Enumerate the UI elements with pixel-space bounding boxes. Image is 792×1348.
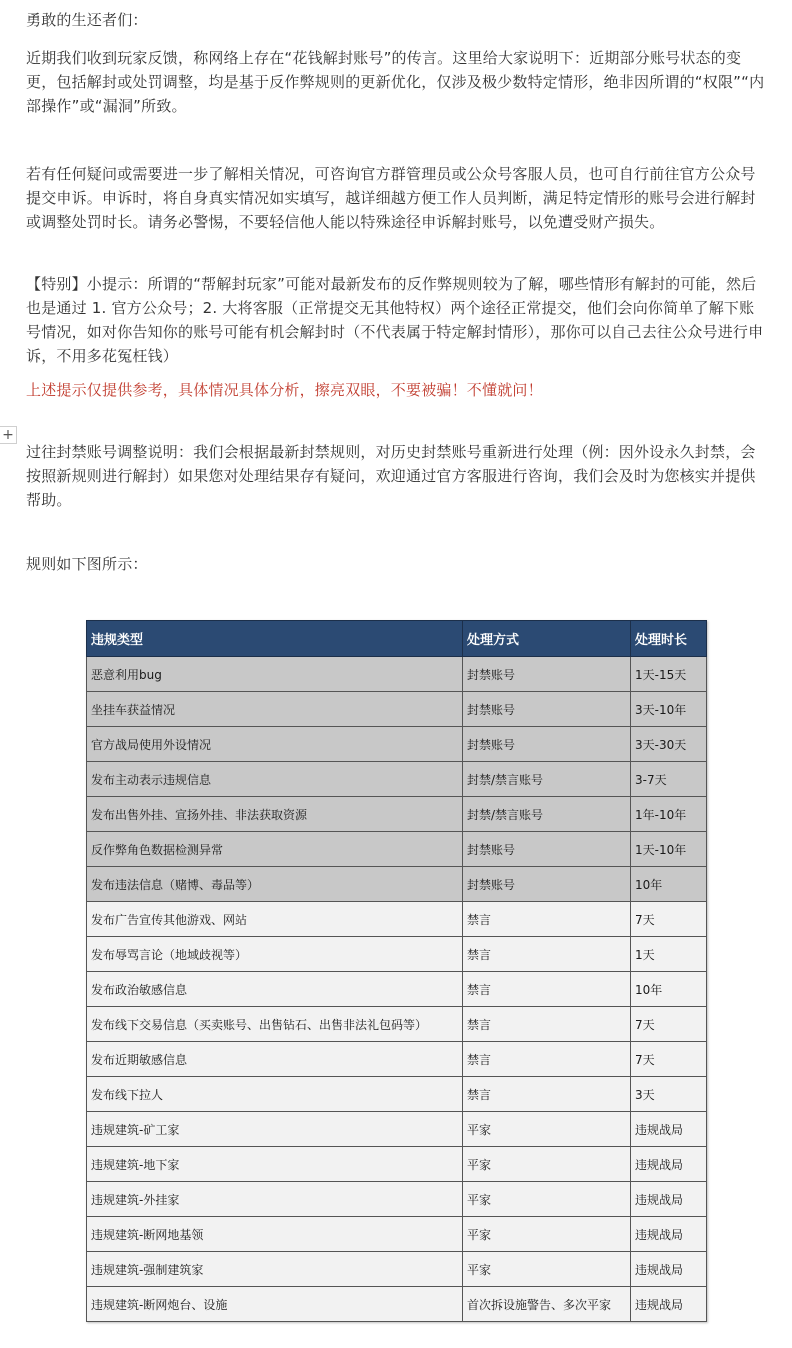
table-row [87,1112,707,1147]
cell-duration: 违规战局 [631,1217,707,1252]
cell-action: 平家 [463,1147,631,1182]
cell-action: 禁言 [463,1077,631,1112]
cell-duration: 1天-10年 [631,832,707,867]
add-block-button[interactable]: + [0,426,17,444]
cell-violation-type: 恶意利用bug [87,657,463,692]
cell-violation-type: 发布辱骂言论（地域歧视等） [87,937,463,972]
cell-duration: 3-7天 [631,762,707,797]
table-row [87,1007,707,1042]
table-row [87,797,707,832]
cell-violation-type: 发布主动表示违规信息 [87,762,463,797]
cell-violation-type: 违规建筑-地下家 [87,1147,463,1182]
cell-action: 禁言 [463,1007,631,1042]
cell-duration: 10年 [631,972,707,1007]
cell-violation-type: 官方战局使用外设情况 [87,727,463,762]
cell-duration: 违规战局 [631,1182,707,1217]
rules-table-body [87,657,707,1322]
cell-duration: 违规战局 [631,1147,707,1182]
cell-action: 禁言 [463,1042,631,1077]
cell-violation-type: 发布广告宣传其他游戏、网站 [87,902,463,937]
cell-duration: 7天 [631,902,707,937]
cell-duration: 7天 [631,1007,707,1042]
table-row [87,867,707,902]
paragraph-past-bans: 过往封禁账号调整说明：我们会根据最新封禁规则，对历史封禁账号重新进行处理（例：因外设永久封禁，会按照新规则进行解封）如果您对处理结果存有疑问，欢迎通过官方客服进行咨询，我们会及时为您核实并提供帮助。 [26,443,756,509]
cell-duration: 违规战局 [631,1287,707,1322]
cell-violation-type: 违规建筑-强制建筑家 [87,1252,463,1287]
rules-table [86,620,707,1322]
cell-action: 封禁账号 [463,692,631,727]
cell-action: 封禁账号 [463,867,631,902]
table-row [87,1252,707,1287]
cell-action: 禁言 [463,972,631,1007]
table-row [87,972,707,1007]
cell-violation-type: 发布近期敏感信息 [87,1042,463,1077]
greeting: 勇敢的生还者们： [26,11,148,29]
cell-duration: 3天-30天 [631,727,707,762]
table-row [87,1217,707,1252]
cell-action: 封禁账号 [463,727,631,762]
cell-duration: 1天 [631,937,707,972]
cell-violation-type: 反作弊角色数据检测异常 [87,832,463,867]
cell-action: 平家 [463,1112,631,1147]
table-row [87,1287,707,1322]
table-row [87,1182,707,1217]
table-row [87,832,707,867]
article-body [26,8,768,576]
table-row [87,1077,707,1112]
header-action: 处理方式 [463,621,631,657]
table-header-row [87,621,707,657]
cell-action: 封禁/禁言账号 [463,762,631,797]
cell-action: 封禁账号 [463,832,631,867]
cell-violation-type: 发布违法信息（赌博、毒品等） [87,867,463,902]
cell-violation-type: 发布出售外挂、宣扬外挂、非法获取资源 [87,797,463,832]
table-row [87,692,707,727]
cell-duration: 10年 [631,867,707,902]
cell-action: 平家 [463,1252,631,1287]
cell-violation-type: 发布线下拉人 [87,1077,463,1112]
table-row [87,902,707,937]
cell-action: 首次拆设施警告、多次平家 [463,1287,631,1322]
cell-violation-type: 违规建筑-断网地基领 [87,1217,463,1252]
rules-intro: 规则如下图所示： [26,555,148,573]
cell-violation-type: 发布政治敏感信息 [87,972,463,1007]
table-row [87,762,707,797]
table-row [87,1042,707,1077]
warning-note: 上述提示仅提供参考，具体情况具体分析，擦亮双眼，不要被骗！不懂就问！ [26,381,543,399]
cell-duration: 3天 [631,1077,707,1112]
cell-action: 平家 [463,1217,631,1252]
cell-duration: 违规战局 [631,1112,707,1147]
table-row [87,727,707,762]
cell-duration: 1年-10年 [631,797,707,832]
header-violation-type: 违规类型 [87,621,463,657]
cell-violation-type: 违规建筑-断网炮台、设施 [87,1287,463,1322]
cell-action: 封禁/禁言账号 [463,797,631,832]
cell-duration: 3天-10年 [631,692,707,727]
cell-action: 禁言 [463,937,631,972]
paragraph-rumor-explanation: 近期我们收到玩家反馈，称网络上存在“花钱解封账号”的传言。这里给大家说明下：近期部分账号状态的变更，包括解封或处罚调整，均是基于反作弊规则的更新优化，仅涉及极少数特定情形，绝非因所谓的“权限”“内部操作”或“漏洞”所致。 [26,49,765,115]
cell-duration: 违规战局 [631,1252,707,1287]
cell-violation-type: 违规建筑-外挂家 [87,1182,463,1217]
header-duration: 处理时长 [631,621,707,657]
cell-action: 禁言 [463,902,631,937]
cell-duration: 1天-15天 [631,657,707,692]
paragraph-appeal-guidance: 若有任何疑问或需要进一步了解相关情况，可咨询官方群管理员或公众号客服人员，也可自行前往官方公众号提交申诉。申诉时，将自身真实情况如实填写，越详细越方便工作人员判断，满足特定情形的账号会进行解封或调整处罚时长。请务必警惕，不要轻信他人能以特殊途径申诉解封账号，以免遭受财产损失。 [26,165,756,231]
cell-duration: 7天 [631,1042,707,1077]
table-row [87,1147,707,1182]
paragraph-special-tip: 【特别】小提示：所谓的“帮解封玩家”可能对最新发布的反作弊规则较为了解，哪些情形有解封的可能，然后也是通过 1. 官方公众号；2. 大将客服（正常提交无其他特权）两个途径正常提交，他们会向你简单了解下账号情况，如对你告知你的账号可能有机会解封时（不代表属于特定解封情形），那你可以自己去往公众号进行申诉，不用多花冤枉钱） [26,275,764,365]
table-row [87,657,707,692]
cell-violation-type: 坐挂车获益情况 [87,692,463,727]
table-row [87,937,707,972]
cell-action: 平家 [463,1182,631,1217]
cell-violation-type: 违规建筑-矿工家 [87,1112,463,1147]
cell-violation-type: 发布线下交易信息（买卖账号、出售钻石、出售非法礼包码等） [87,1007,463,1042]
cell-action: 封禁账号 [463,657,631,692]
